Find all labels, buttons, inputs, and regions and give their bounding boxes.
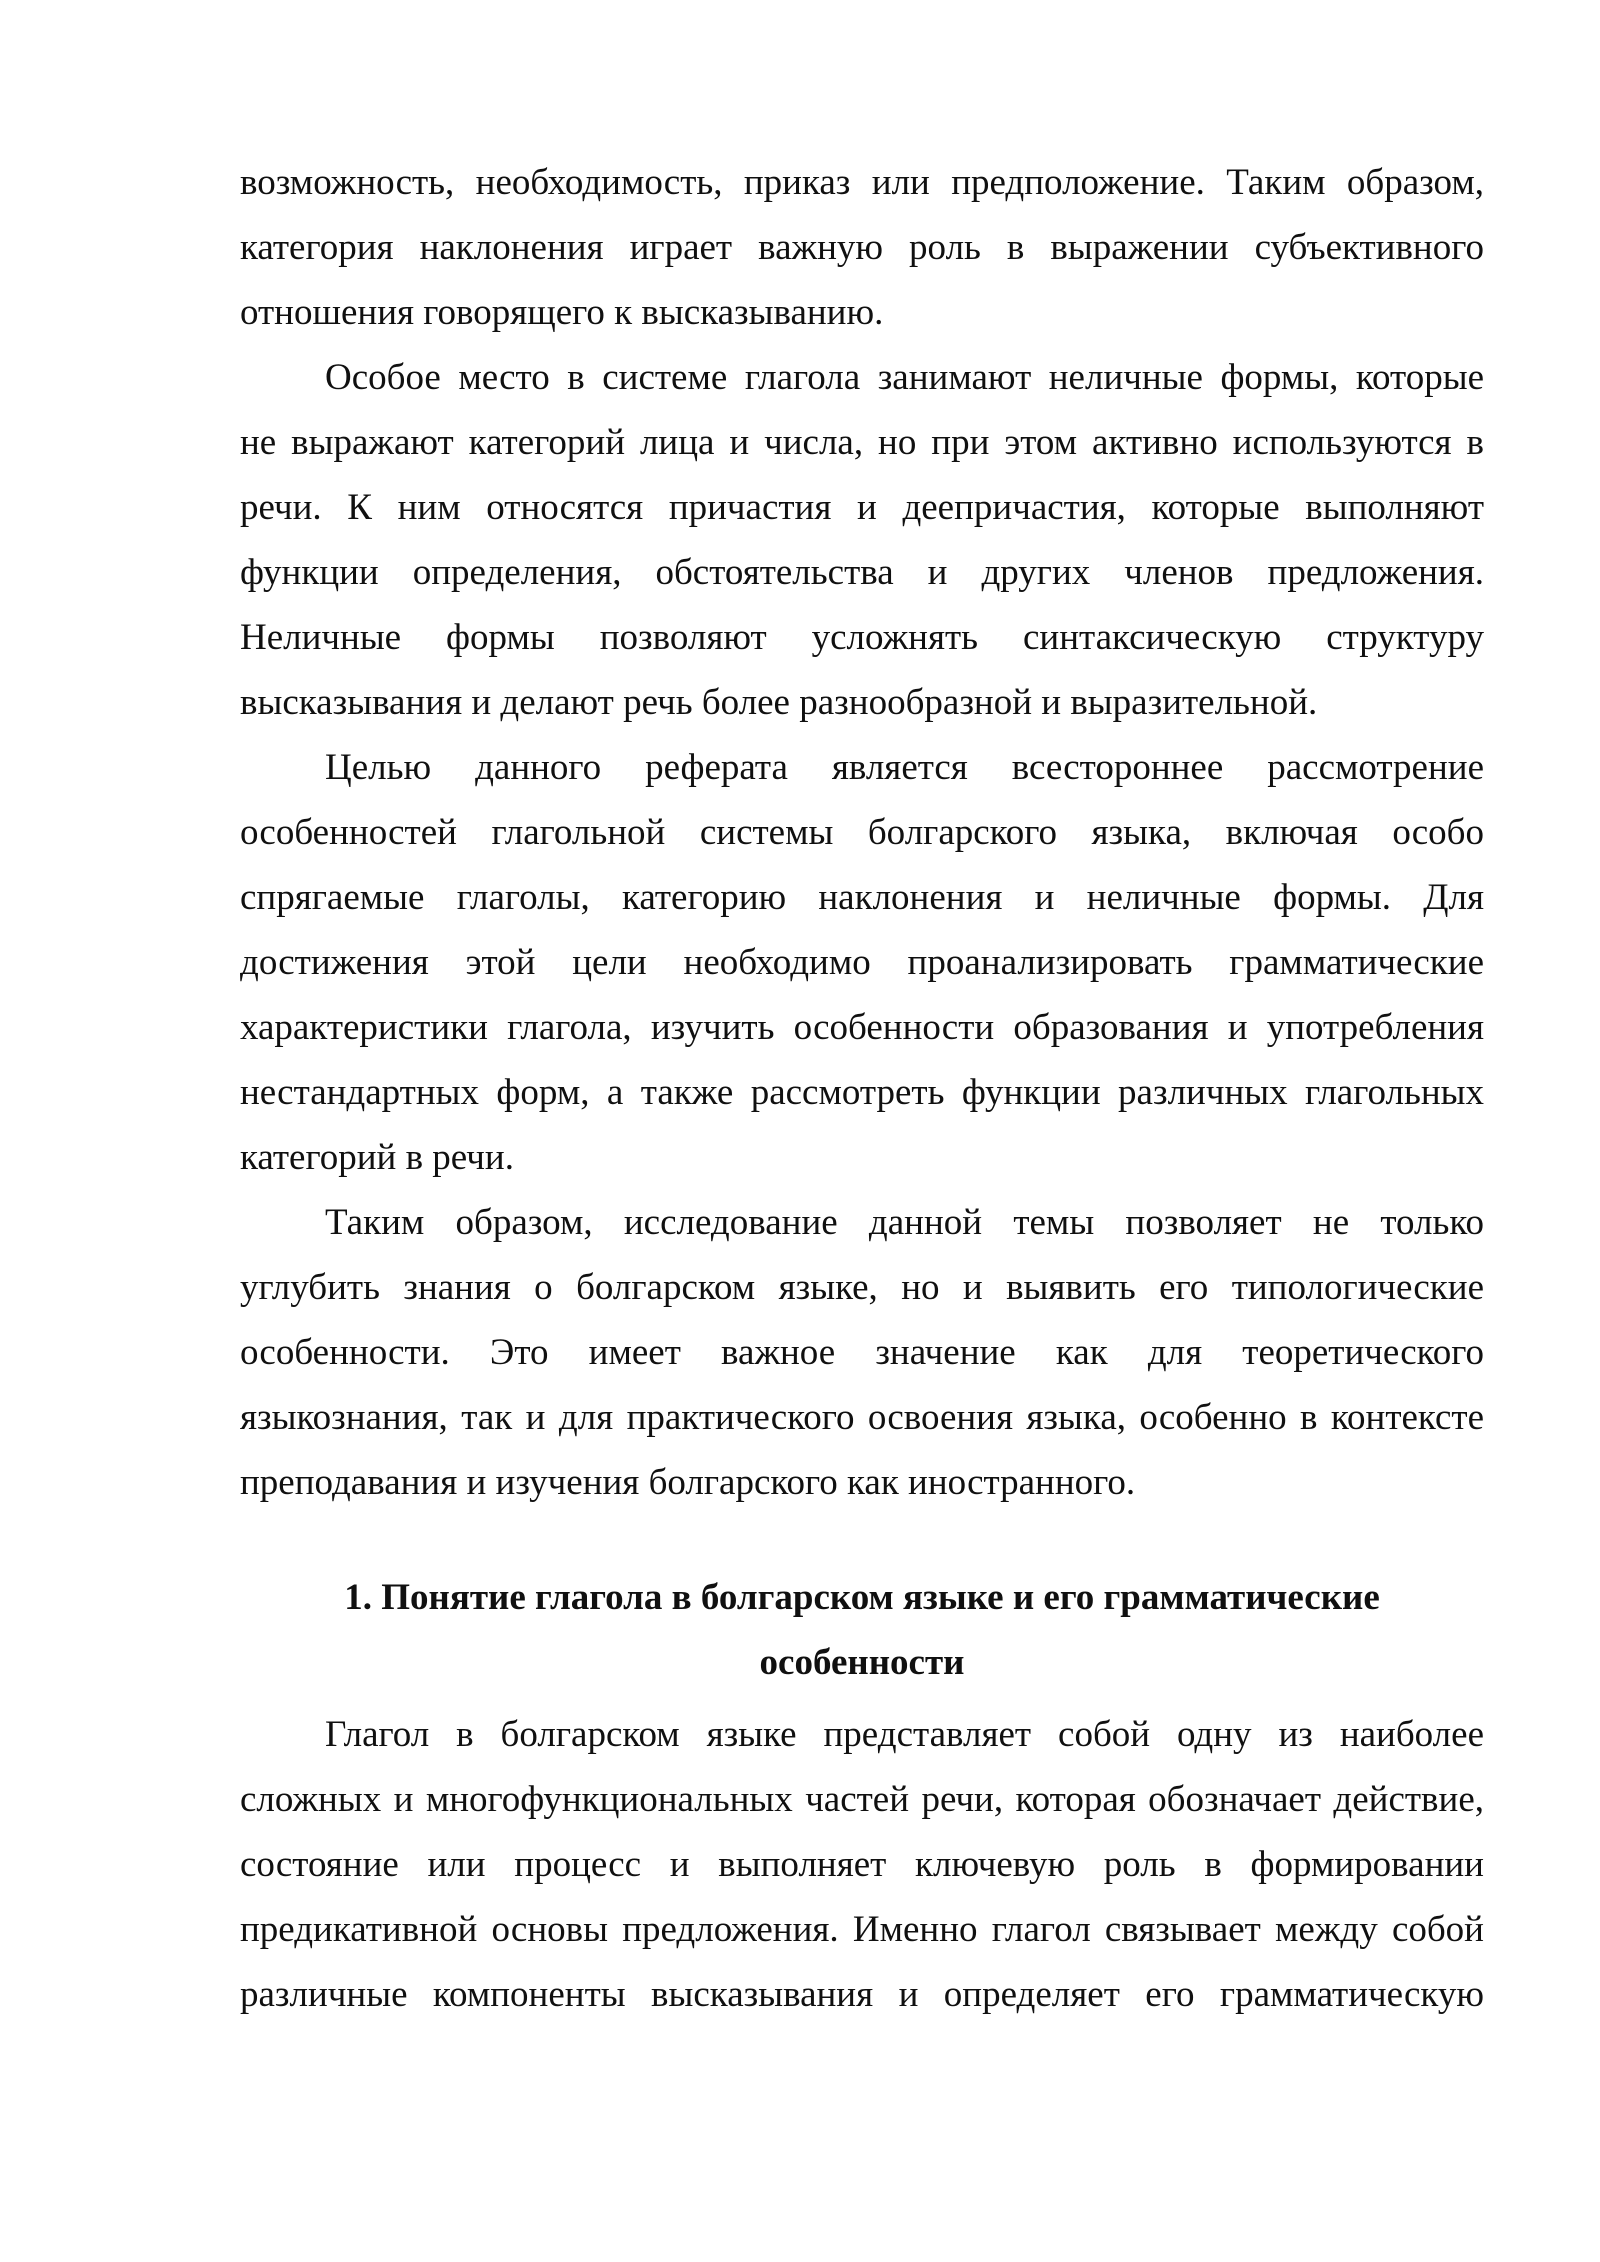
text-line: нестандартных форм, а также рассмотреть функции различных глагольных bbox=[240, 1072, 1484, 1113]
text-line: Глагол в болгарском языке представляет собой одну из наиболее bbox=[325, 1714, 1484, 1755]
text-line: речи. К ним относятся причастия и деепричастия, которые выполняют bbox=[240, 487, 1484, 528]
text-line: Целью данного реферата является всестороннее рассмотрение bbox=[325, 747, 1484, 788]
paragraph bbox=[240, 1190, 1484, 1515]
text-line: Неличные формы позволяют усложнять синтаксическую структуру bbox=[240, 617, 1484, 658]
text-line: особенностей глагольной системы болгарского языка, включая особо bbox=[240, 812, 1484, 853]
text-line: преподавания и изучения болгарского как иностранного. bbox=[240, 1462, 1136, 1503]
section-heading bbox=[240, 1565, 1484, 1695]
text-line: углубить знания о болгарском языке, но и выявить его типологические bbox=[240, 1267, 1484, 1308]
text-line: категория наклонения играет важную роль в выражении субъективного bbox=[240, 227, 1484, 268]
paragraph bbox=[240, 735, 1484, 1190]
text-line: спрягаемые глаголы, категорию наклонения и неличные формы. Для bbox=[240, 877, 1484, 918]
text-line: не выражают категорий лица и числа, но при этом активно используются в bbox=[240, 422, 1484, 463]
text-line: возможность, необходимость, приказ или предположение. Таким образом, bbox=[240, 162, 1484, 203]
text-line: высказывания и делают речь более разнообразной и выразительной. bbox=[240, 682, 1318, 723]
paragraph bbox=[240, 1702, 1484, 2027]
text-line: особенности. Это имеет важное значение как для теоретического bbox=[240, 1332, 1484, 1373]
text-line: состояние или процесс и выполняет ключевую роль в формировании bbox=[240, 1844, 1484, 1885]
text-line: категорий в речи. bbox=[240, 1137, 514, 1178]
paragraph bbox=[240, 150, 1484, 345]
text-line: Таким образом, исследование данной темы позволяет не только bbox=[325, 1202, 1484, 1243]
text-line: сложных и многофункциональных частей речи, которая обозначает действие, bbox=[240, 1779, 1484, 1820]
text-line: отношения говорящего к высказыванию. bbox=[240, 292, 884, 333]
text-line: Особое место в системе глагола занимают неличные формы, которые bbox=[325, 357, 1484, 398]
text-line: языкознания, так и для практического освоения языка, особенно в контексте bbox=[240, 1397, 1484, 1438]
text-line: функции определения, обстоятельства и других членов предложения. bbox=[240, 552, 1484, 593]
heading-line: особенности bbox=[759, 1642, 965, 1683]
text-line: предикативной основы предложения. Именно глагол связывает между собой bbox=[240, 1909, 1484, 1950]
paragraph bbox=[240, 345, 1484, 735]
text-line: характеристики глагола, изучить особенности образования и употребления bbox=[240, 1007, 1484, 1048]
document-text bbox=[240, 150, 1484, 2027]
text-line: достижения этой цели необходимо проанализировать грамматические bbox=[240, 942, 1484, 983]
text-line: различные компоненты высказывания и определяет его грамматическую bbox=[240, 1974, 1484, 2015]
heading-line: 1. Понятие глагола в болгарском языке и его грамматические bbox=[344, 1577, 1380, 1618]
